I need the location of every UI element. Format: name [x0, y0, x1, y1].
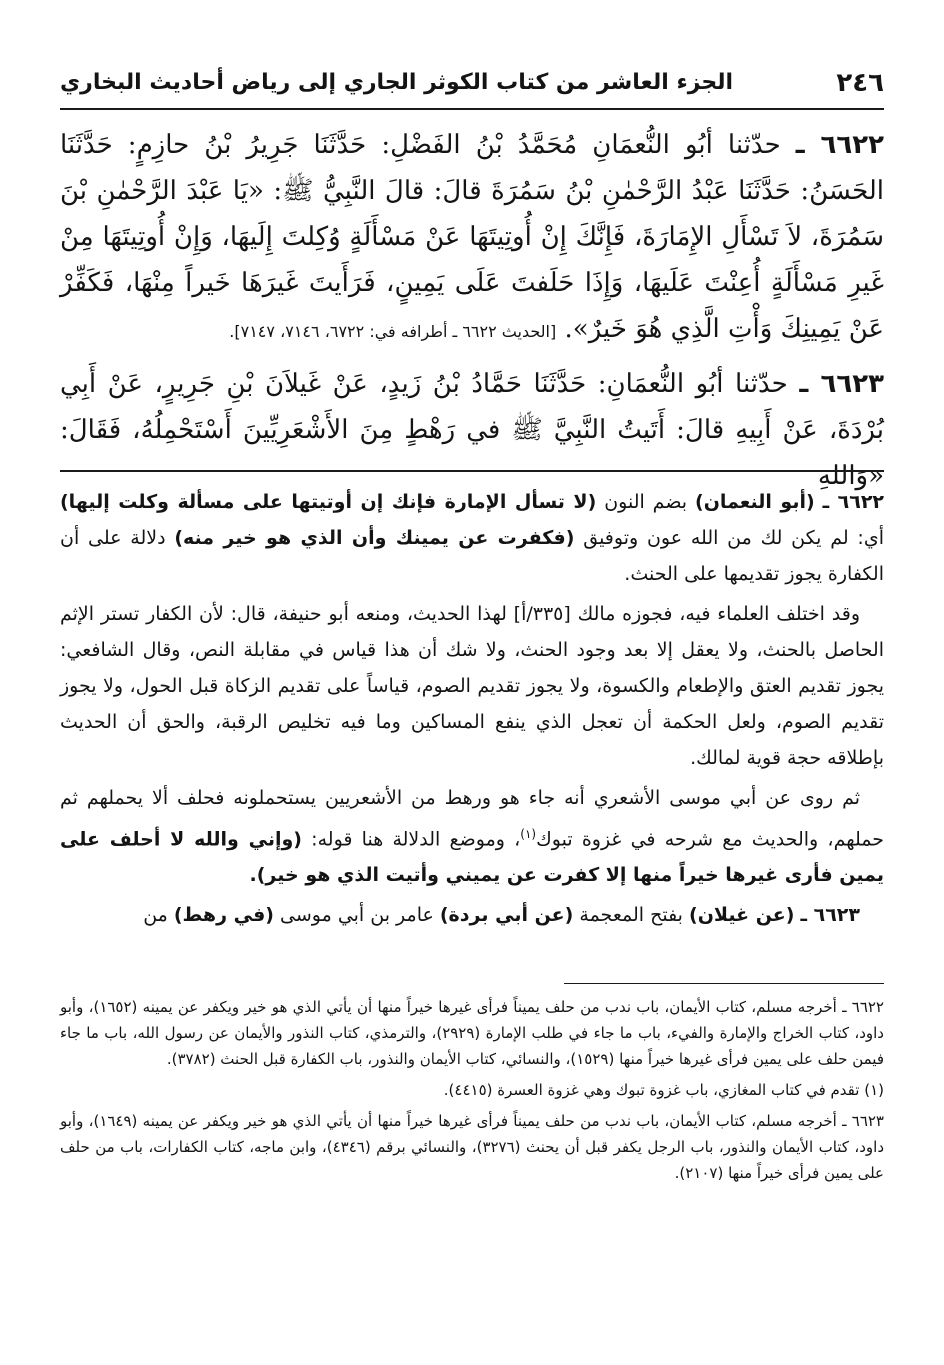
footnote: (١) تقدم في كتاب المغازي، باب غزوة تبوك وهي غزوة العسرة (٤٤١٥).	[443, 1081, 884, 1099]
footnotes-block	[60, 994, 884, 1191]
hadith-text: حدّثنا أبُو النُّعمَانِ مُحَمَّدُ بْنُ الفَضْلِ: حَدَّثَنَا جَرِيرُ بْنُ حازِمٍ: حَدَّثَنَا الحَسَنُ: حَدَّثَنَا عَبْدُ الرَّحْمٰنِ بْنُ سَمُرَةَ قالَ: قالَ النَّبِيُّ ﷺ: «يَا عَبْدَ الرَّحْمٰنِ بْنَ سَمُرَةَ، لاَ تَسْأَلِ الإِمَارَةَ، فَإِنَّكَ إِنْ أُوتِيتَهَا عَنْ مَسْأَلَةٍ وُكِلتَ إِلَيهَا، وَإِنْ أُوتِيتَهَا مِنْ غَيرِ مَسْأَلَةٍ أُعِنْتَ عَلَيهَا، وَإِذَا حَلَفتَ عَلَى يَمِينٍ، فَرَأَيتَ غَيرَهَا خَيراً مِنْهَا، فَكَفِّرْ عَنْ يَمِينِكَ وَأْتِ الَّذِي هُوَ خَيرٌ».	[60, 130, 884, 344]
text-run: من	[143, 904, 174, 927]
footnote: ٦٦٢٣ ـ أخرجه مسلم، كتاب الأيمان، باب ندب من حلف يميناً فرأى غيرها خيراً منها أن يأتي الذي هو خير ويكفر عن يمينه (١٦٤٩)، وأبو داود، كتاب الأيمان والنذور، باب الرجل يكفر قبل أن يحنث (٣٢٧٦)، والنسائي برقم (٤٣٤٦)، وابن ماجه، كتاب الكفارات، باب من حلف على يمين فرأى خيراً منها (٢١٠٧).	[60, 1112, 884, 1182]
commentary-paragraph	[60, 780, 884, 893]
bold-phrase: (عن أبي بردة)	[439, 904, 574, 927]
commentary-number: ٦٦٢٣ ـ	[800, 904, 860, 927]
hadith-reference: [الحديث ٦٦٢٢ ـ أطرافه في: ٦٧٢٢، ٧١٤٦، ٧١٤٧].	[229, 322, 557, 341]
text-run: ، وموضع الدلالة هنا قوله:	[301, 828, 521, 851]
bold-phrase: (لا تسأل الإمارة فإنك إن أوتيتها على مسألة وكلت إليها)	[60, 491, 597, 513]
commentary-paragraph	[60, 484, 884, 592]
bold-phrase: (أبو النعمان)	[695, 491, 815, 513]
text-run: بفتح المعجمة	[573, 904, 690, 927]
section-divider	[60, 470, 884, 472]
bold-phrase: (في رهط)	[173, 904, 274, 927]
text-run: دلالة على أن الكفارة يجوز تقديمها على الحنث.	[60, 527, 884, 585]
bold-phrase: (فكفرت عن يمينك وأن الذي هو خير منه)	[174, 527, 575, 549]
hadith-text-block	[60, 122, 884, 505]
commentary-number: ٦٦٢٢ ـ	[822, 491, 885, 513]
hadith-text: حدّثنا أبُو النُّعمَانِ: حَدَّثَنَا حَمَّادُ بْنُ زَيدٍ، عَنْ غَيلاَنَ بْنِ جَرِيرٍ، عَنْ أَبِي بُرْدَةَ، عَنْ أَبِيهِ قالَ: أَتَيتُ النَّبِيَّ ﷺ في رَهْطٍ مِنَ الأَشْعَرِيِّينَ أَسْتَحْمِلُهُ، فَقَالَ: «وَاللهِ	[60, 369, 884, 491]
page-header	[60, 62, 884, 110]
footnote: ٦٦٢٢ ـ أخرجه مسلم، كتاب الأيمان، باب ندب من حلف يميناً فرأى غيرها خيراً منها أن يأتي الذي هو خير ويكفر عن يمينه (١٦٥٢)، وأبو داود، كتاب الخراج والإمارة والفيء، باب ما جاء في طلب الإمارة (٢٩٢٩)، والترمذي، كتاب النذور والأيمان عن رسول الله، باب ما جاء فيمن حلف على يمين فرأى غيرها خيراً منها (١٥٢٩)، والنسائي، كتاب الأيمان والنذور، باب الكفارة قبل الحنث (٣٧٨٢).	[60, 998, 884, 1068]
text-run: ثم روى عن أبي موسى الأشعري أنه جاء هو ورهط من الأشعريين يستحملونه فحلف ألا يحملهم ثم حملهم، والحديث مع شرحه في غزوة تبوك	[60, 787, 884, 851]
commentary-block	[60, 484, 884, 937]
hadith-6623	[60, 361, 884, 499]
text-run: بضم النون	[596, 491, 696, 513]
page-number: ٢٤٦	[836, 68, 884, 98]
commentary-paragraph	[60, 897, 884, 933]
hadith-number: ٦٦٢٢ ـ	[795, 130, 884, 160]
bold-phrase: (عن غيلان)	[689, 904, 795, 927]
text-run: عامر بن أبي موسى	[273, 904, 440, 927]
text-run: أي: لم يكن لك من الله عون وتوفيق	[574, 527, 884, 549]
hadith-6622	[60, 122, 884, 355]
footnote-marker[interactable]: (١)	[520, 827, 537, 841]
running-title: الجزء العاشر من كتاب الكوثر الجاري إلى رياض أحاديث البخاري	[60, 70, 734, 95]
hadith-number: ٦٦٢٣ ـ	[799, 369, 885, 399]
commentary-paragraph: وقد اختلف العلماء فيه، فجوزه مالك [٣٣٥/أ] لهذا الحديث، ومنعه أبو حنيفة، قال: لأن الكفار تستر الإثم الحاصل بالحنث، ولا يعقل إلا بعد وجود الحنث، ولا شك أن هذا قياس في مقابلة النص، وقال الشافعي: يجوز تقديم العتق والإطعام والكسوة، ولا يجوز تقديم الصوم، قياساً على تقديم الزكاة قبل الحول، ولا يجوز تقديم الصوم، ولعل الحكمة أن تعجل الذي ينفع المساكين وما فيه تخليص الرقبة، والحق أن الحديث بإطلاقه حجة قوية لمالك.	[60, 603, 884, 769]
footnote-divider	[564, 983, 884, 984]
bold-phrase: (وإني والله لا أحلف على يمين فأرى غيرها خيراً منها إلا كفرت عن يميني وأتيت الذي هو خير).	[60, 828, 884, 887]
